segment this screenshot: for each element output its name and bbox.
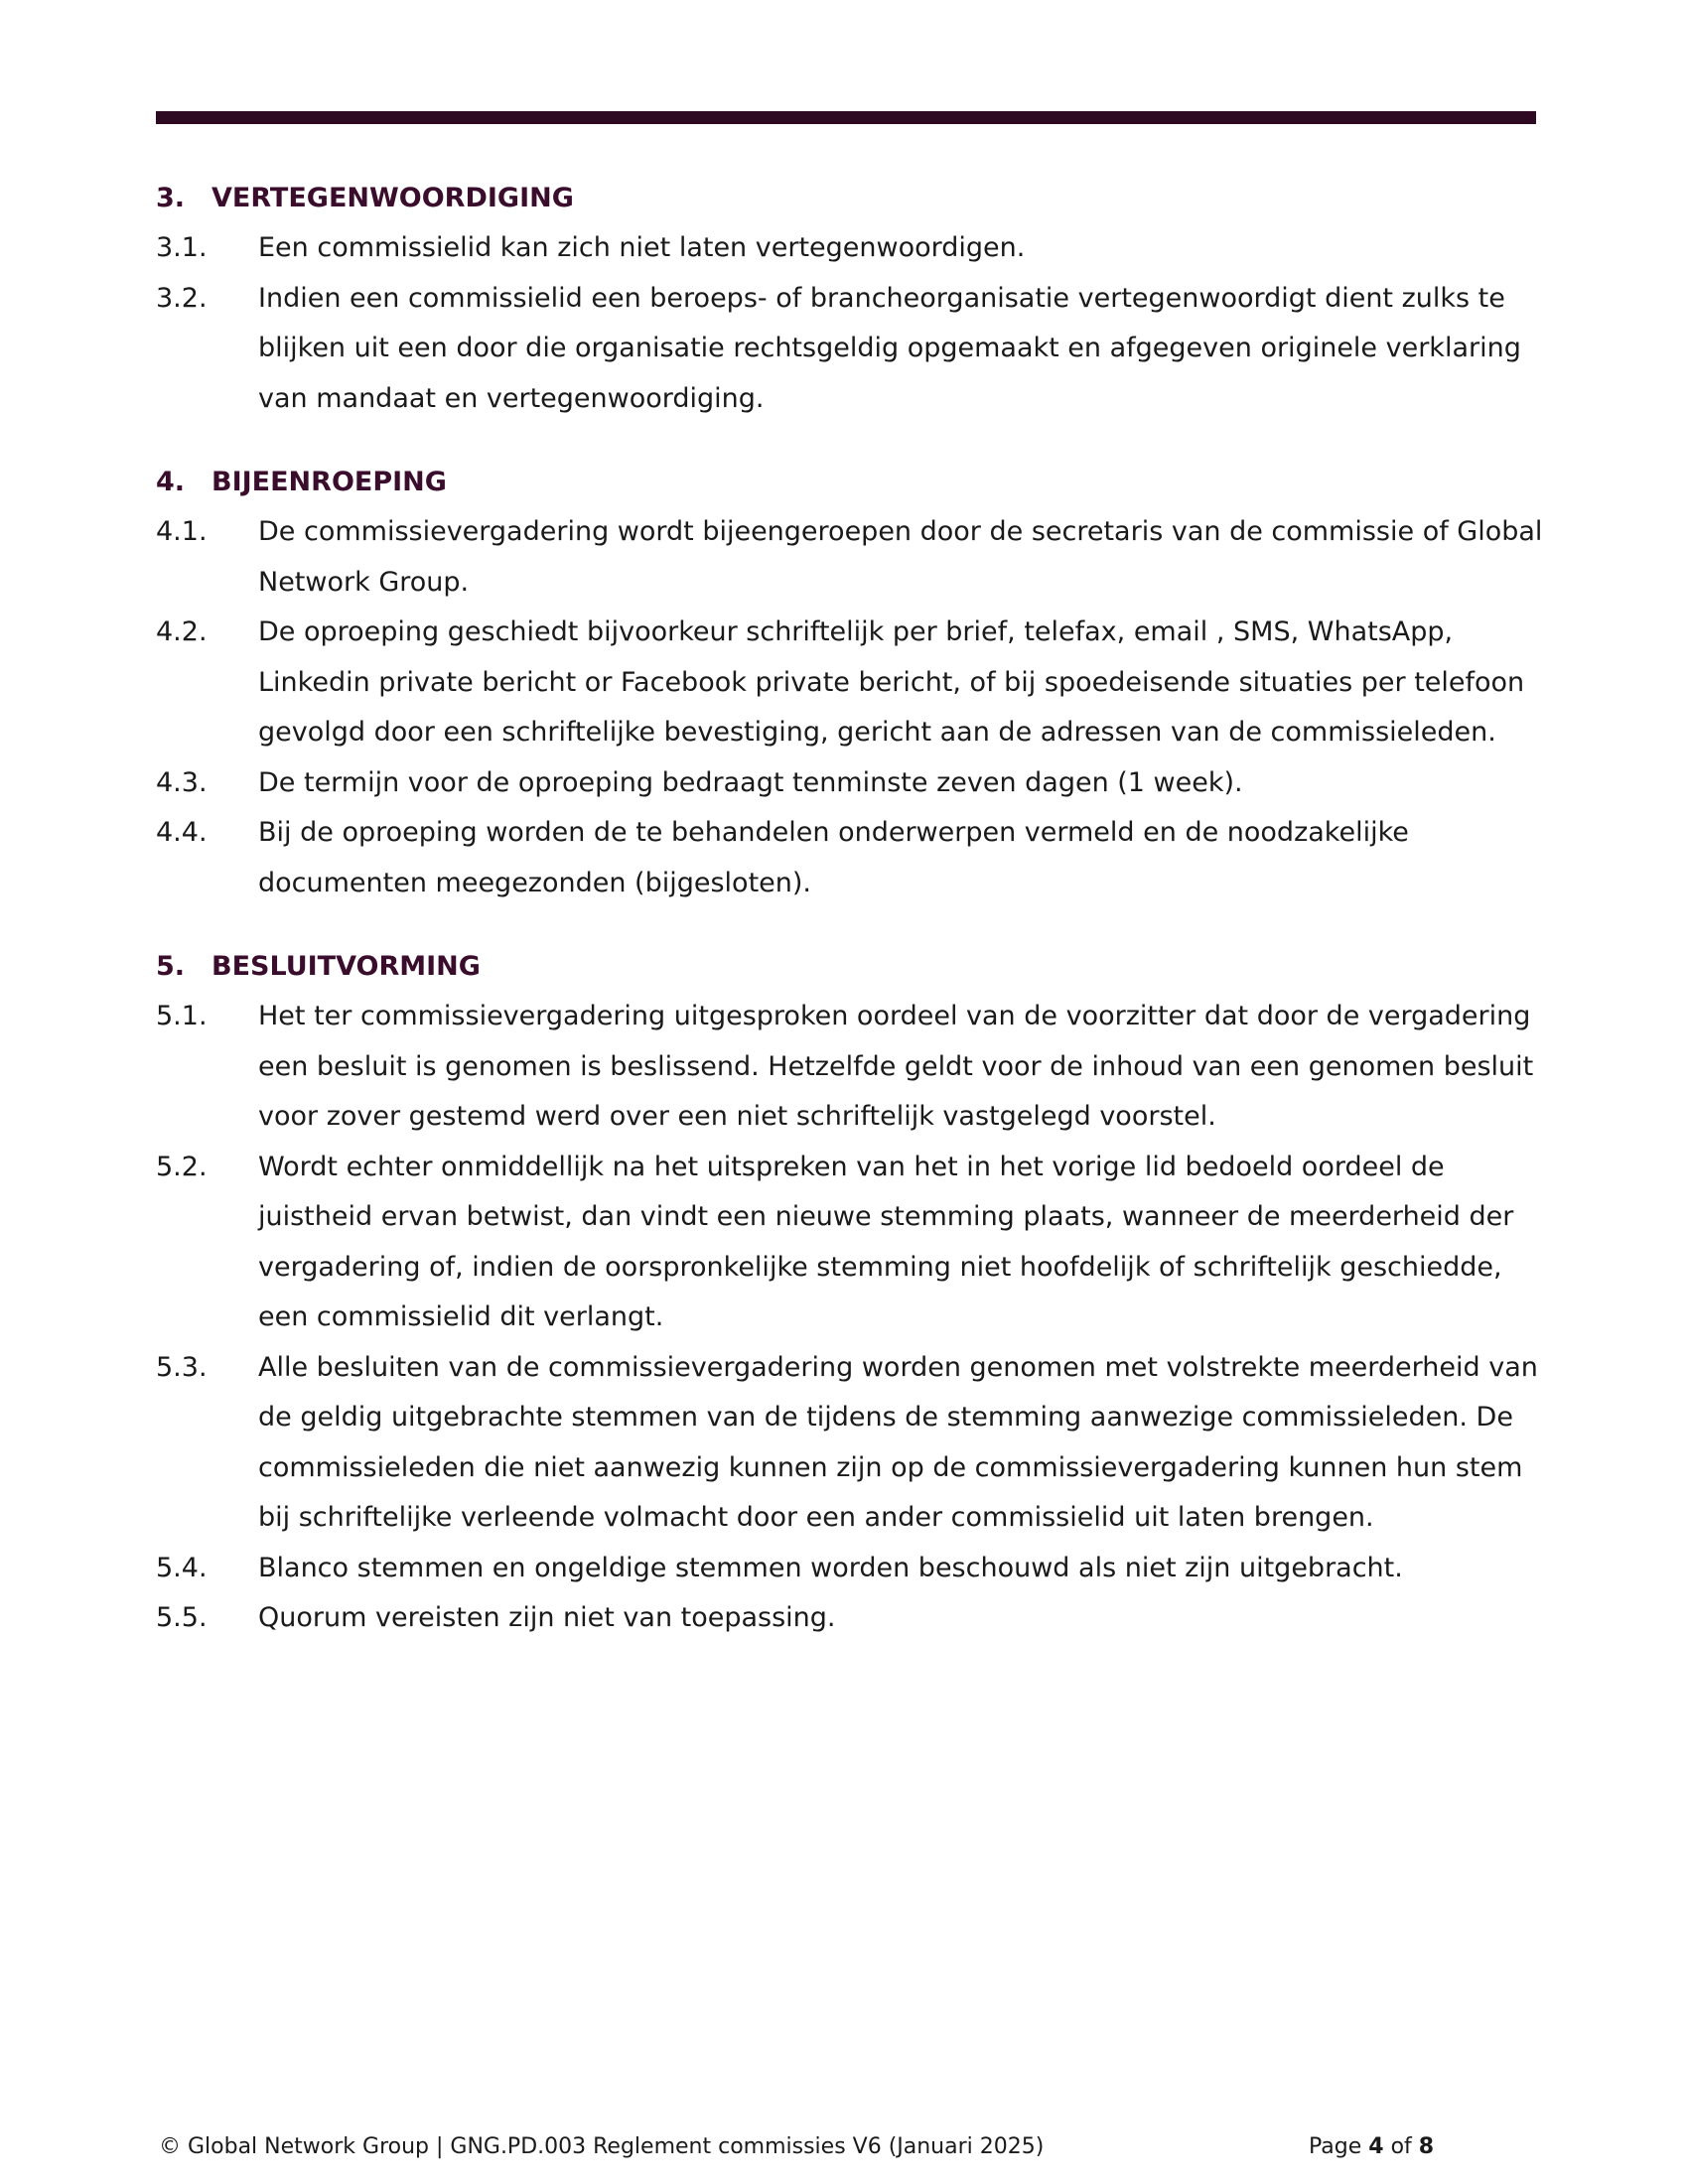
section-number: 3. — [156, 183, 186, 213]
page-indicator — [1309, 2134, 1434, 2159]
page-label: Page — [1309, 2134, 1362, 2159]
clause-number: 4.3. — [156, 766, 208, 798]
clause-text: Indien een commissielid een beroeps- of brancheorganisatie vertegenwoordigt dient zulks te blijken uit een door die organisatie rechtsgeldig opgemaakt en afgegeven originele verklaring van mandaat en vertegenwoordiging. — [258, 282, 1521, 414]
clause-text: Alle besluiten van de commissievergadering worden genomen met volstrekte meerderheid van de geldig uitgebrachte stemmen van de tijdens de stemming aanwezige commissieleden. De commissieleden die niet aanwezig kunnen zijn op de commissievergadering kunnen hun stem bij schriftelijke verleende volmacht door een ander commissielid uit laten brengen. — [258, 1351, 1538, 1533]
clause-number: 5.4. — [156, 1552, 208, 1583]
clause-text: Quorum vereisten zijn niet van toepassing. — [258, 1602, 836, 1633]
clause — [156, 992, 1546, 1143]
section-heading — [156, 174, 1546, 223]
clause-number: 4.1. — [156, 516, 208, 547]
section-title: BESLUITVORMING — [211, 951, 481, 982]
clause-text: De termijn voor de oproeping bedraagt tenminste zeven dagen (1 week). — [258, 766, 1243, 798]
section-number: 4. — [156, 467, 186, 497]
clause — [156, 1593, 1546, 1644]
footer-copyright: © Global Network Group | GNG.PD.003 Reglement commissies V6 (Januari 2025) — [159, 2134, 1045, 2159]
page-current: 4 — [1368, 2134, 1384, 2159]
clause-number: 5.3. — [156, 1351, 208, 1383]
clause — [156, 274, 1546, 425]
clause — [156, 1544, 1546, 1594]
clause-number: 3.2. — [156, 282, 208, 314]
section-heading — [156, 942, 1546, 992]
section-number: 5. — [156, 951, 186, 982]
section-heading — [156, 458, 1546, 507]
clause-text: Bij de oproeping worden de te behandelen onderwerpen vermeld en de noodzakelijke documenten meegezonden (bijgesloten). — [258, 817, 1409, 898]
page-footer — [159, 2134, 1450, 2159]
clause-number: 5.1. — [156, 1001, 208, 1031]
clause — [156, 1143, 1546, 1343]
clause-text: Een commissielid kan zich niet laten vertegenwoordigen. — [258, 232, 1026, 263]
section-title: BIJEENROEPING — [211, 467, 447, 497]
page-total: 8 — [1418, 2134, 1435, 2159]
clause-text: De commissievergadering wordt bijeengeroepen door de secretaris van de commissie of Global Network Group. — [258, 516, 1543, 598]
clause-number: 5.2. — [156, 1151, 208, 1182]
section-bijeenroeping — [156, 458, 1546, 908]
section-vertegenwoordiging — [156, 174, 1546, 424]
clause-number: 3.1. — [156, 232, 208, 263]
clause — [156, 1343, 1546, 1544]
clause — [156, 223, 1546, 274]
clause-text: Wordt echter onmiddellijk na het uitspreken van het in het vorige lid bedoeld oordeel de juistheid ervan betwist, dan vindt een nieuwe stemming plaats, wanneer de meerderheid der vergadering of, indien de oorspronkelijke stemming niet hoofdelijk of schriftelijk geschiedde, een commissielid dit verlangt. — [258, 1151, 1514, 1332]
page-of: of — [1390, 2134, 1412, 2159]
clause — [156, 608, 1546, 758]
header-rule — [156, 111, 1536, 124]
document-body — [156, 174, 1546, 1678]
clause-number: 5.5. — [156, 1602, 208, 1633]
clause-text: Het ter commissievergadering uitgesproken oordeel van de voorzitter dat door de vergadering een besluit is genomen is beslissend. Hetzelfde geldt voor de inhoud van een genomen besluit voor zover gestemd werd over een niet schriftelijk vastgelegd voorstel. — [258, 1001, 1534, 1132]
clause-number: 4.2. — [156, 616, 208, 647]
clause — [156, 758, 1546, 809]
clause-text: Blanco stemmen en ongeldige stemmen worden beschouwd als niet zijn uitgebracht. — [258, 1552, 1403, 1583]
section-besluitvorming — [156, 942, 1546, 1644]
clause — [156, 808, 1546, 908]
section-title: VERTEGENWOORDIGING — [211, 183, 574, 213]
clause-number: 4.4. — [156, 817, 208, 848]
clause-text: De oproeping geschiedt bijvoorkeur schriftelijk per brief, telefax, email , SMS, WhatsApp, Linkedin private bericht or Facebook private bericht, of bij spoedeisende situaties per telefoon gevolgd door een schriftelijke bevestiging, gericht aan de adressen van de commissieleden. — [258, 616, 1525, 748]
clause — [156, 507, 1546, 608]
